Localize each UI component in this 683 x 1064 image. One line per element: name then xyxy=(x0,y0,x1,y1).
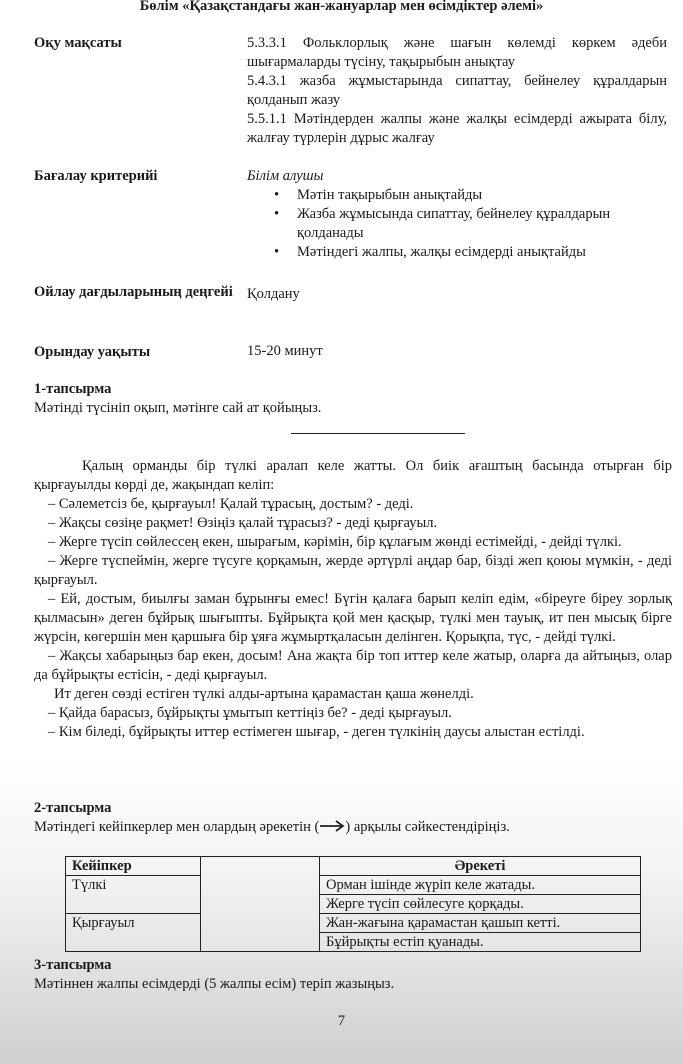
task2 xyxy=(34,799,674,837)
objective-line: 5.3.3.1 Фольклорлық және шағын көлемді көркем әдеби шығармаларды түсіну, тақырыбын анықтау xyxy=(247,35,667,70)
section-title: Бөлім «Қазақстандағы жан-жануарлар мен өсімдіктер әлемі» xyxy=(139,0,544,14)
story-paragraph: – Жерге түспеймін, жерге түсуге қорқамын, жерде әртүрлі аңдар бар, бізді жеп қоюы мүмкін, - деді қырғауыл. xyxy=(34,553,672,588)
objective-line: 5.4.3.1 жазба жұмыстарында сипаттау, бейнелеу құралдарын қолданып жазу xyxy=(247,73,667,108)
thinking-value: Қолдану xyxy=(247,286,300,302)
objectives-value xyxy=(247,34,667,148)
objectives-label: Оқу мақсаты xyxy=(34,35,122,51)
story-paragraph: – Ей, достым, биылғы заман бұрынғы емес! Бүгін қалаға барып келіп едім, «біреуге біреу зорлық қылмасын» деген бұйрық шығыпты. Бұйрықта қой мен қасқыр, түлкі мен тауық, ит пен мысық бірге жүрсін, көгершін мен қаршыға бір ұяға жұмыртқаласын делінген. Қорықпа, түс, - дейді түлкі. xyxy=(34,591,672,645)
task1-instruction: Мәтінді түсініп оқып, мәтінге сай ат қойыңыз. xyxy=(34,400,322,416)
time-label: Орындау уақыты xyxy=(34,344,151,360)
story-paragraph: – Жақсы сөзіңе рақмет! Өзіңіз қалай тұрасыз? - деді қырғауыл. xyxy=(48,515,438,531)
task3-instruction: Мәтіннен жалпы есімдерді (5 жалпы есім) теріп жазыңыз. xyxy=(34,976,395,992)
action-cell: Бұйрықты естіп қуанады. xyxy=(320,933,641,952)
table-row xyxy=(66,876,641,895)
criteria-item: • Жазба жұмысында сипаттау, бейнелеу құралдарын қолданады xyxy=(247,205,667,243)
table-row xyxy=(66,914,641,933)
criteria-list xyxy=(247,186,667,262)
objective-line: 5.5.1.1 Мәтіндерден жалпы және жалқы есімдерді ажырата білу, жалғау түрлерін дұрыс жалғау xyxy=(247,111,667,146)
task1 xyxy=(34,380,674,418)
task3-title: 3-тапсырма xyxy=(34,957,112,973)
column-header-character: Кейіпкер xyxy=(66,857,201,876)
character-cell: Түлкі xyxy=(66,876,201,914)
action-cell: Жерге түсіп сөйлесуге қорқады. xyxy=(320,895,641,914)
matching-gap-column[interactable] xyxy=(201,857,320,952)
page-number: 7 xyxy=(337,1013,346,1029)
column-header-action: Әрекеті xyxy=(320,857,641,876)
character-cell: Қырғауыл xyxy=(66,914,201,952)
task1-title: 1-тапсырма xyxy=(34,381,112,397)
thinking-label: Ойлау дағдыларының деңгейі xyxy=(34,284,233,300)
table-header-row xyxy=(66,857,641,876)
story-paragraph: – Жерге түсіп сөйлессең екен, шырағым, кәрімін, бір құлағым жөнді естімейді, - дейді түлкі. xyxy=(48,534,622,550)
criteria-item: • Мәтіндегі жалпы, жалқы есімдерді анықтайды xyxy=(247,243,667,262)
story-paragraph: – Жақсы хабарыңыз бар екен, досым! Ана жақта бір топ иттер келе жатыр, оларға да айтыңыз, олар да бұйрықты естісін, - деді қырғауыл. xyxy=(34,648,672,683)
story-paragraph: Қалың орманды бір түлкі аралап келе жатты. Ол биік ағаштың басында отырған бір қырғауылды көрді де, жақындап келіп: xyxy=(34,458,672,493)
matching-table xyxy=(65,856,641,952)
story-paragraph: – Кім біледі, бұйрықты иттер естімеген шығар, - деген түлкінің даусы алыстан естілді. xyxy=(48,724,585,740)
story-paragraph: – Қайда барасыз, бұйрықты ұмытып кеттіңіз бе? - деді қырғауыл. xyxy=(48,705,452,721)
task2-title: 2-тапсырма xyxy=(34,800,112,816)
criteria-value xyxy=(247,167,667,262)
task3 xyxy=(34,956,674,994)
title-answer-line[interactable] xyxy=(291,433,465,434)
story-text xyxy=(34,457,672,742)
story-paragraph: – Сәлеметсіз бе, қырғауыл! Қалай тұрасың, достым? - деді. xyxy=(48,496,414,512)
time-value: 15-20 минут xyxy=(247,343,323,359)
action-cell: Орман ішінде жүріп келе жатады. xyxy=(320,876,641,895)
criteria-label: Бағалау критерийі xyxy=(34,168,158,184)
task2-instruction: Мәтіндегі кейіпкерлер мен олардың әрекетін ( ) арқылы сәйкестендіріңіз. xyxy=(34,819,510,835)
right-arrow-icon xyxy=(319,820,345,832)
criteria-intro: Білім алушы xyxy=(247,168,324,184)
action-cell: Жан-жағына қарамастан қашып кетті. xyxy=(320,914,641,933)
story-paragraph: Ит деген сөзді естіген түлкі алды-артына қарамастан қаша жөнелді. xyxy=(54,686,474,702)
criteria-item: • Мәтін тақырыбын анықтайды xyxy=(247,186,667,205)
